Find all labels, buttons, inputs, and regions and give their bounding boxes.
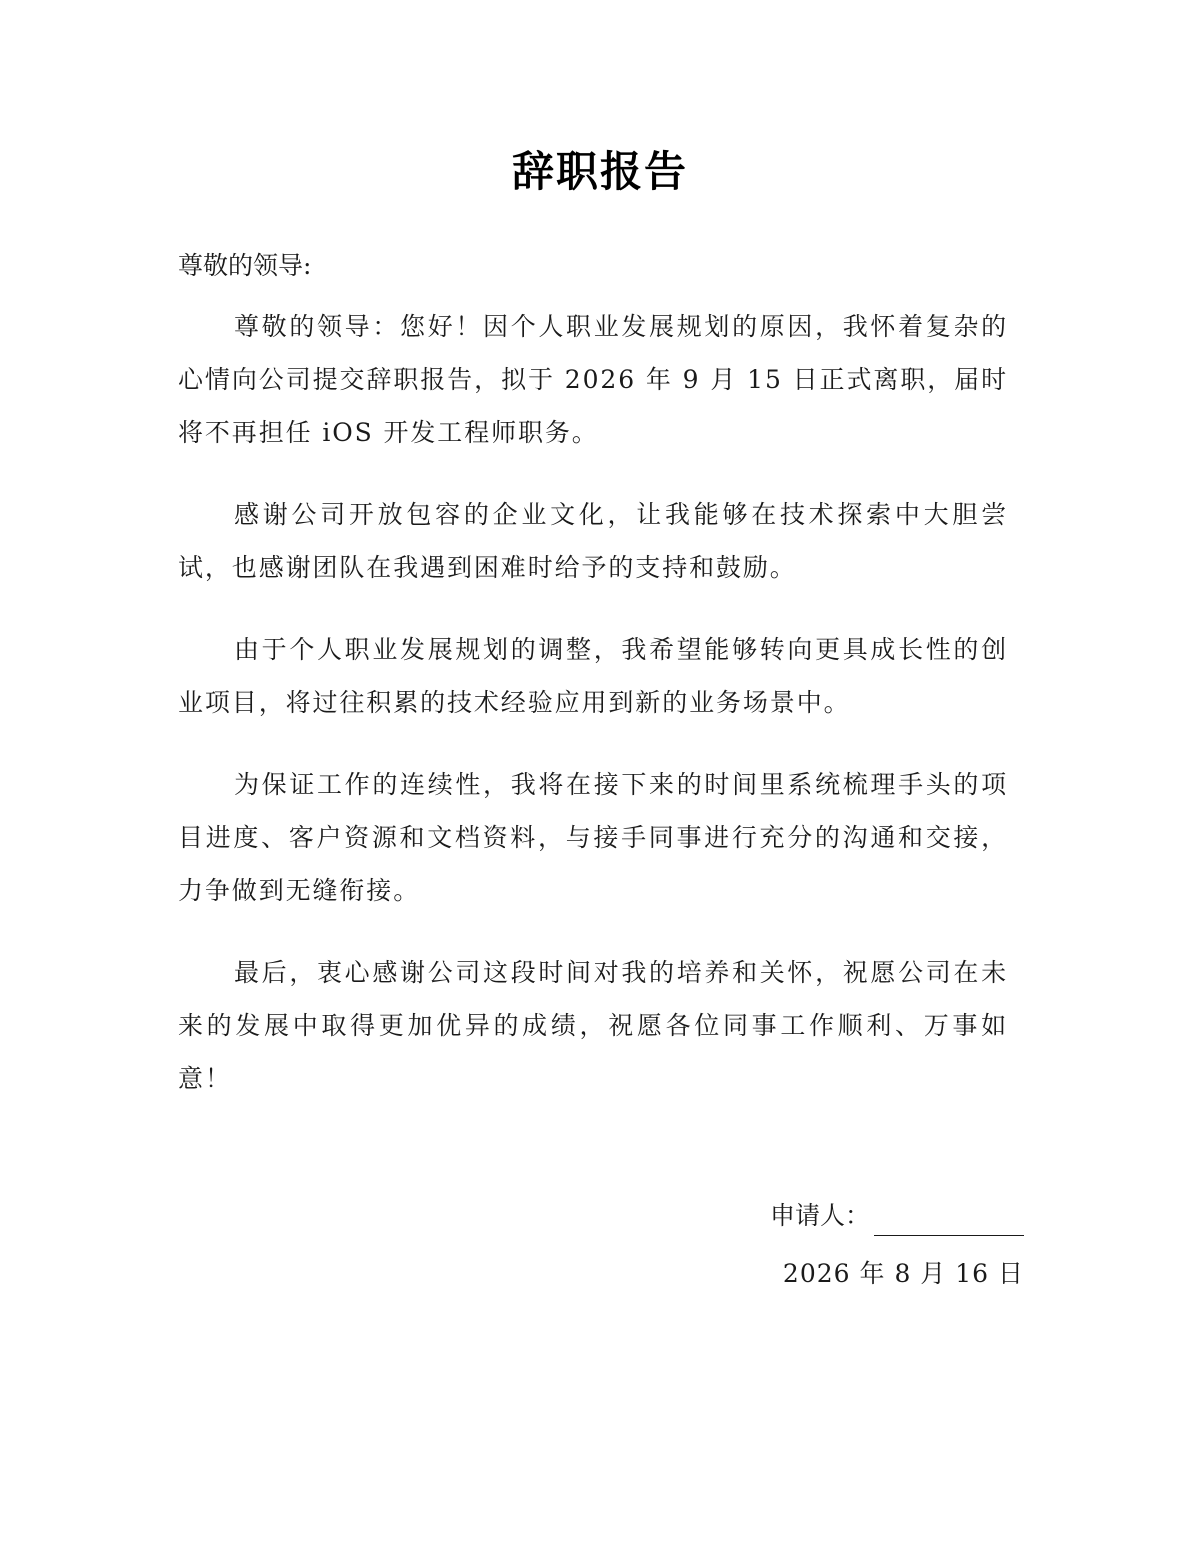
paragraph-1: 尊敬的领导：您好！因个人职业发展规划的原因，我怀着复杂的心情向公司提交辞职报告，拟于 2026 年 9 月 15 日正式离职，届时将不再担任 iOS 开发工程师职务。 <box>178 312 1008 447</box>
document-title: 辞职报告 <box>511 147 688 196</box>
document-date: 2026 年 8 月 16 日 <box>782 1259 1024 1288</box>
applicant-label: 申请人： <box>769 1201 870 1230</box>
salutation: 尊敬的领导: <box>178 251 312 280</box>
document-body <box>178 300 1008 1134</box>
signature-line <box>874 1207 1024 1236</box>
paragraph-2: 感谢公司开放包容的企业文化，让我能够在技术探索中大胆尝试，也感谢团队在我遇到困难时给予的支持和鼓励。 <box>178 500 1008 582</box>
paragraph-4: 为保证工作的连续性，我将在接下来的时间里系统梳理手头的项目进度、客户资源和文档资料，与接手同事进行充分的沟通和交接，力争做到无缝衔接。 <box>178 770 1008 905</box>
signature-row <box>770 1196 1024 1236</box>
paragraph-5: 最后，衷心感谢公司这段时间对我的培养和关怀，祝愿公司在未来的发展中取得更加优异的成绩，祝愿各位同事工作顺利、万事如意！ <box>178 958 1008 1093</box>
paragraph-3: 由于个人职业发展规划的调整，我希望能够转向更具成长性的创业项目，将过往积累的技术经验应用到新的业务场景中。 <box>178 635 1008 717</box>
